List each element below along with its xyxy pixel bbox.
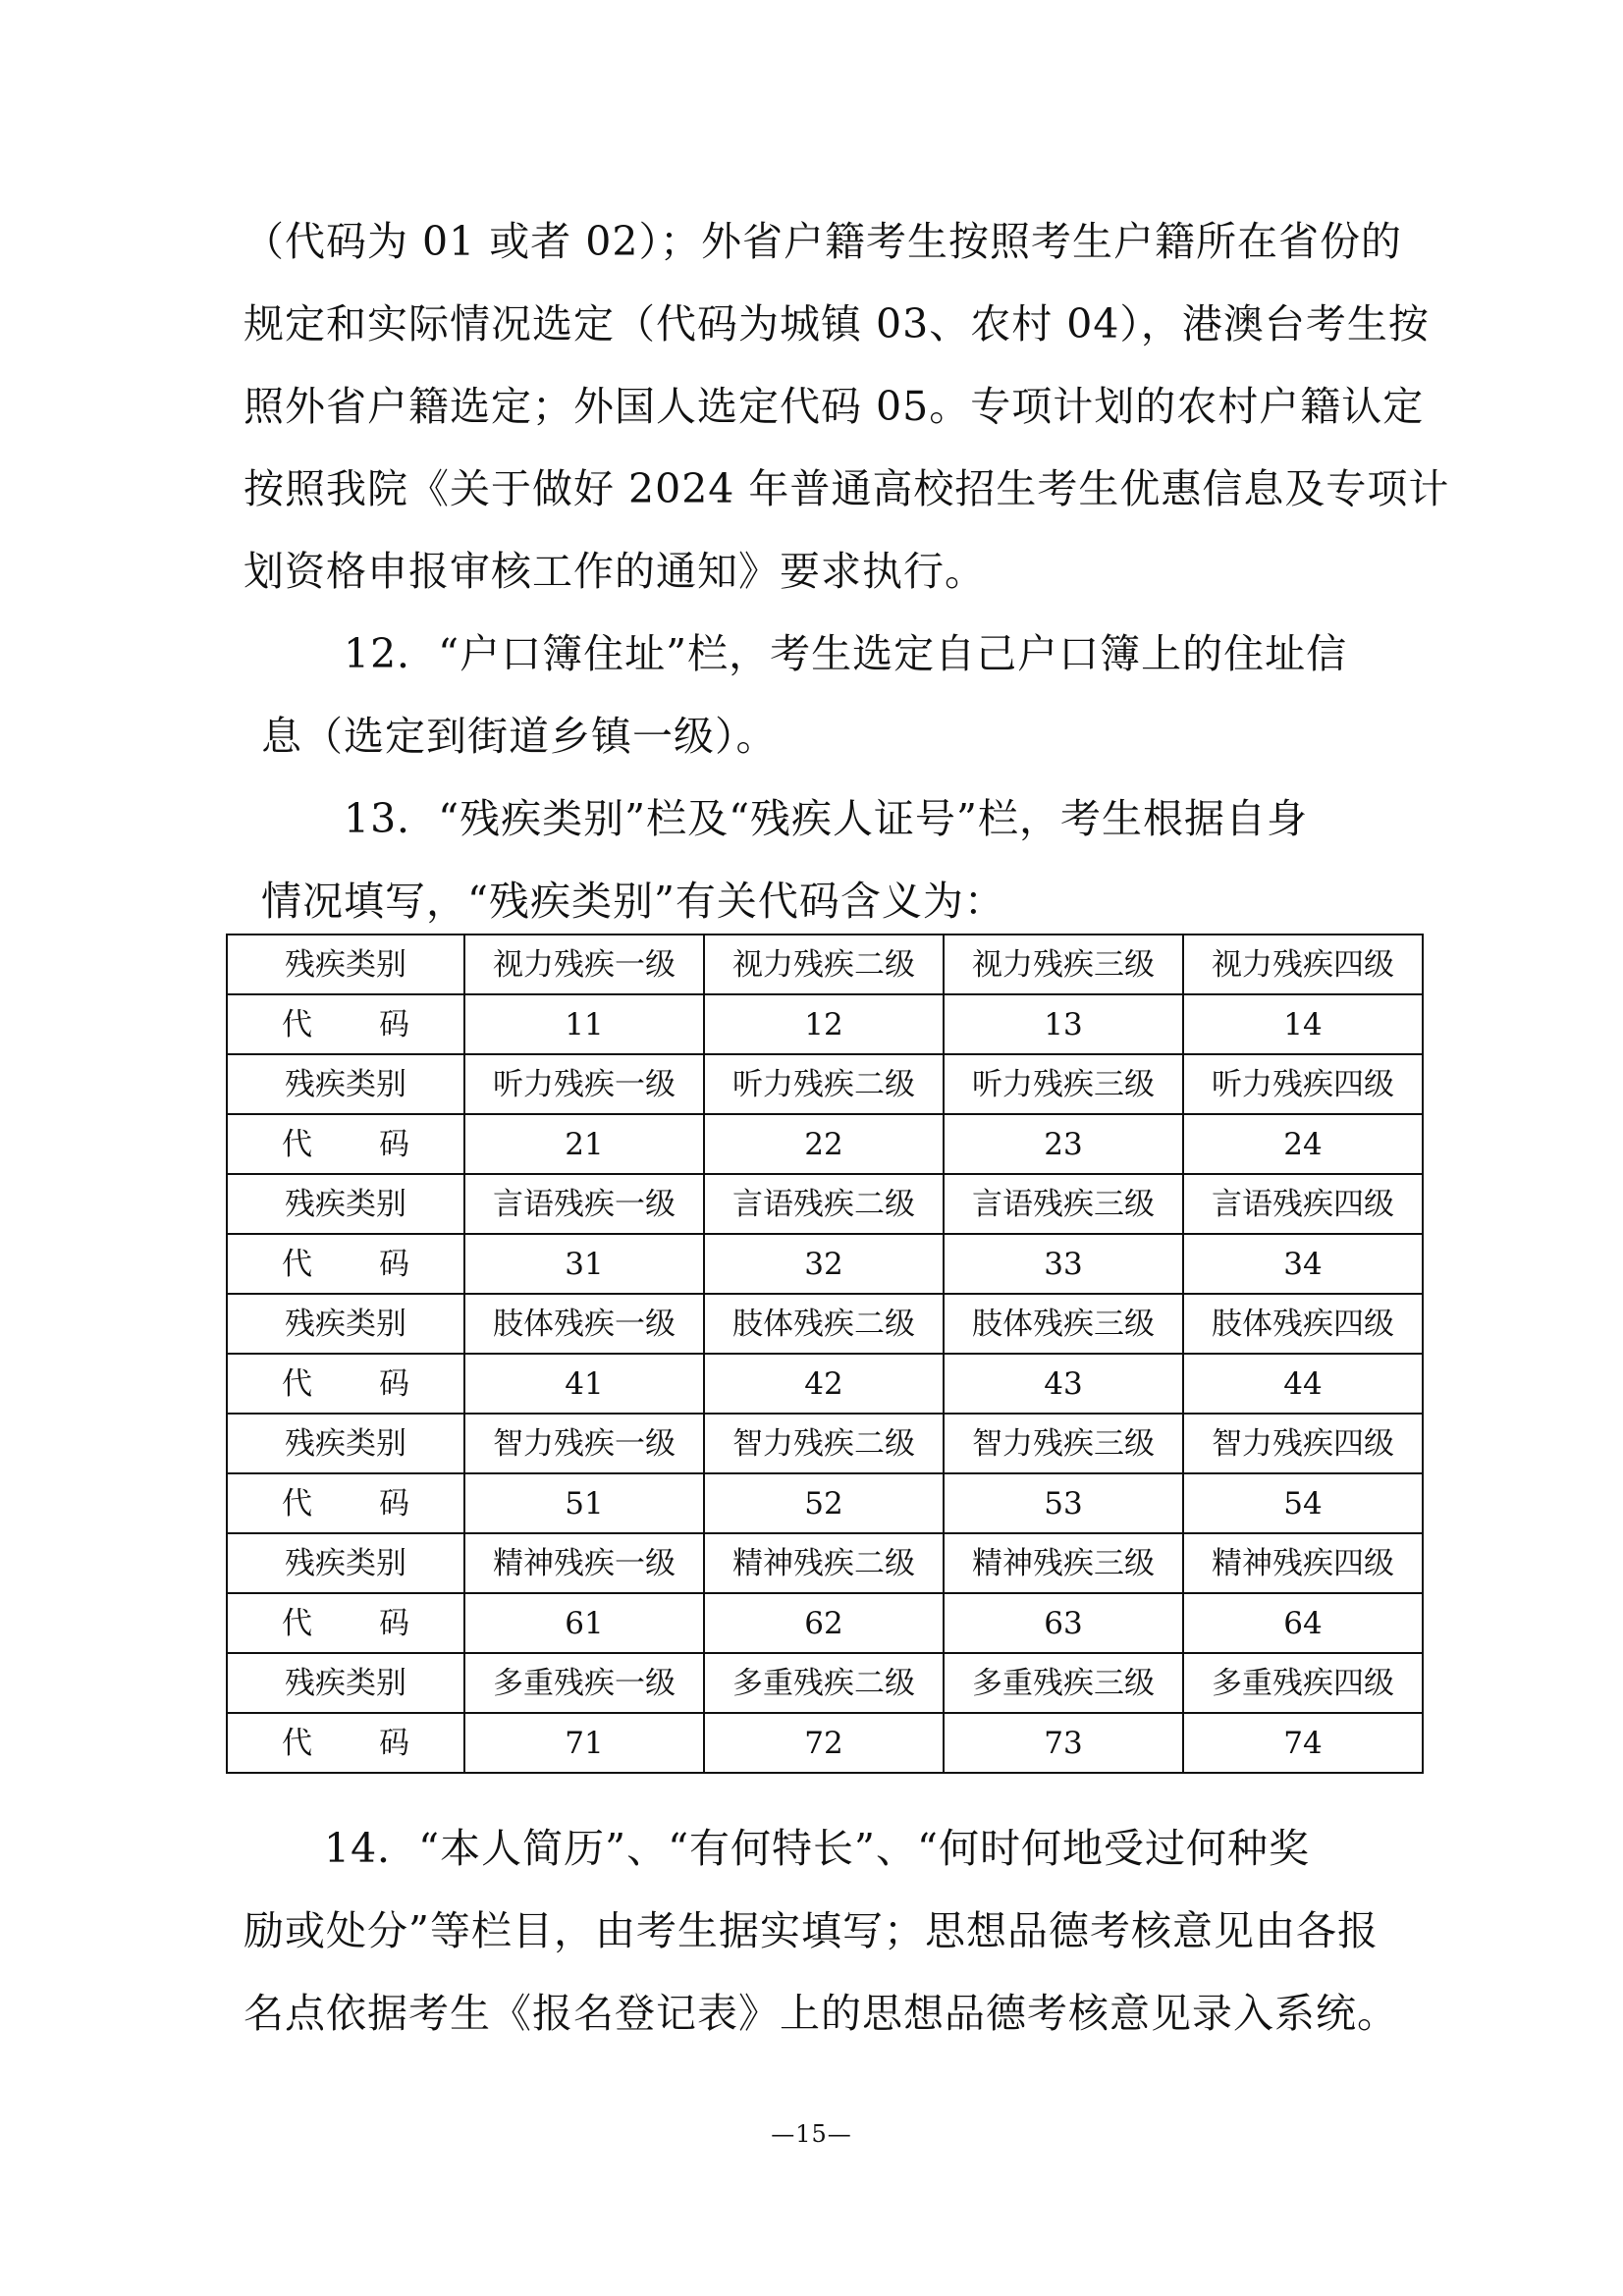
category-cell: 智力残疾一级	[464, 1414, 704, 1473]
code-cell: 44	[1183, 1354, 1423, 1414]
category-cell: 多重残疾四级	[1183, 1653, 1423, 1713]
code-cell: 43	[944, 1354, 1183, 1414]
code-label-cell	[227, 1114, 464, 1174]
code-cell: 32	[704, 1234, 944, 1294]
category-cell: 肢体残疾一级	[464, 1294, 704, 1354]
category-cell: 视力残疾三级	[944, 934, 1183, 994]
code-cell: 51	[464, 1473, 704, 1533]
code-label: 代 码	[282, 1246, 409, 1282]
code-label: 代 码	[282, 1126, 409, 1162]
code-cell: 12	[704, 994, 944, 1054]
table-row-code	[227, 994, 1423, 1054]
code-cell: 11	[464, 994, 704, 1054]
code-cell: 54	[1183, 1473, 1423, 1533]
code-cell: 21	[464, 1114, 704, 1174]
disability-code-table	[226, 934, 1424, 1774]
code-cell: 13	[944, 994, 1183, 1054]
code-label-cell	[227, 1234, 464, 1294]
code-cell: 52	[704, 1473, 944, 1533]
table-row-category	[227, 1294, 1423, 1354]
table-row-code	[227, 1114, 1423, 1174]
text-line: 规定和实际情况选定（代码为城镇 03、农村 04），港澳台考生按	[243, 300, 1430, 347]
text-line: 13．“残疾类别”栏及“残疾人证号”栏，考生根据自身	[344, 795, 1309, 842]
category-label-cell: 残疾类别	[227, 1294, 464, 1354]
code-label: 代 码	[282, 1485, 409, 1522]
category-cell: 精神残疾三级	[944, 1533, 1183, 1593]
table-row-category	[227, 1414, 1423, 1473]
code-label-cell	[227, 994, 464, 1054]
text-line: 情况填写，“残疾类别”有关代码含义为：	[261, 878, 1005, 925]
category-cell: 言语残疾二级	[704, 1174, 944, 1234]
code-label-cell	[227, 1354, 464, 1414]
table-row-category	[227, 1533, 1423, 1593]
code-cell: 64	[1183, 1593, 1423, 1653]
category-cell: 听力残疾四级	[1183, 1054, 1423, 1114]
table-row-category	[227, 1054, 1423, 1114]
table-row-category	[227, 934, 1423, 994]
category-cell: 视力残疾四级	[1183, 934, 1423, 994]
category-cell: 肢体残疾四级	[1183, 1294, 1423, 1354]
code-cell: 23	[944, 1114, 1183, 1174]
text-line: 名点依据考生《报名登记表》上的思想品德考核意见录入系统。	[243, 1990, 1398, 2037]
category-label-cell: 残疾类别	[227, 1054, 464, 1114]
code-cell: 53	[944, 1473, 1183, 1533]
page-number: —15—	[771, 2120, 852, 2148]
category-cell: 智力残疾二级	[704, 1414, 944, 1473]
code-cell: 22	[704, 1114, 944, 1174]
category-cell: 肢体残疾三级	[944, 1294, 1183, 1354]
code-cell: 34	[1183, 1234, 1423, 1294]
code-label-cell	[227, 1593, 464, 1653]
category-cell: 多重残疾一级	[464, 1653, 704, 1713]
text-line: 划资格申报审核工作的通知》要求执行。	[243, 548, 986, 595]
category-cell: 智力残疾三级	[944, 1414, 1183, 1473]
category-cell: 多重残疾三级	[944, 1653, 1183, 1713]
text-line: 12．“户口簿住址”栏，考生选定自己户口簿上的住址信	[344, 630, 1348, 677]
code-cell: 24	[1183, 1114, 1423, 1174]
table-row-code	[227, 1473, 1423, 1533]
category-cell: 听力残疾二级	[704, 1054, 944, 1114]
category-cell: 听力残疾一级	[464, 1054, 704, 1114]
category-cell: 言语残疾三级	[944, 1174, 1183, 1234]
code-label: 代 码	[282, 1006, 409, 1042]
text-line: 息（选定到街道乡镇一级）。	[261, 713, 778, 760]
code-label-cell	[227, 1713, 464, 1773]
table-row-code	[227, 1593, 1423, 1653]
table-row-code	[227, 1713, 1423, 1773]
category-label-cell: 残疾类别	[227, 934, 464, 994]
category-cell: 言语残疾一级	[464, 1174, 704, 1234]
category-cell: 听力残疾三级	[944, 1054, 1183, 1114]
code-cell: 14	[1183, 994, 1423, 1054]
text-line: （代码为 01 或者 02）；外省户籍考生按照考生户籍所在省份的	[243, 218, 1402, 265]
text-line: 14．“本人简历”、“有何特长”、“何时何地受过何种奖	[324, 1825, 1310, 1872]
category-cell: 言语残疾四级	[1183, 1174, 1423, 1234]
text-line: 按照我院《关于做好 2024 年普通高校招生考生优惠信息及专项计	[243, 465, 1450, 512]
category-cell: 智力残疾四级	[1183, 1414, 1423, 1473]
text-line: 照外省户籍选定；外国人选定代码 05。专项计划的农村户籍认定	[243, 383, 1425, 430]
code-table	[226, 934, 1424, 1774]
category-cell: 精神残疾四级	[1183, 1533, 1423, 1593]
code-cell: 42	[704, 1354, 944, 1414]
table-row-category	[227, 1653, 1423, 1713]
code-cell: 31	[464, 1234, 704, 1294]
code-cell: 33	[944, 1234, 1183, 1294]
category-cell: 肢体残疾二级	[704, 1294, 944, 1354]
category-cell: 精神残疾一级	[464, 1533, 704, 1593]
code-label: 代 码	[282, 1725, 409, 1761]
table-row-category	[227, 1174, 1423, 1234]
category-label-cell: 残疾类别	[227, 1414, 464, 1473]
code-cell: 63	[944, 1593, 1183, 1653]
code-label-cell	[227, 1473, 464, 1533]
category-cell: 精神残疾二级	[704, 1533, 944, 1593]
code-cell: 72	[704, 1713, 944, 1773]
category-label-cell: 残疾类别	[227, 1653, 464, 1713]
code-label: 代 码	[282, 1365, 409, 1402]
text-line: 励或处分”等栏目，由考生据实填写；思想品德考核意见由各报	[243, 1907, 1379, 1954]
code-cell: 41	[464, 1354, 704, 1414]
code-cell: 62	[704, 1593, 944, 1653]
table-row-code	[227, 1354, 1423, 1414]
category-cell: 视力残疾二级	[704, 934, 944, 994]
code-cell: 71	[464, 1713, 704, 1773]
category-label-cell: 残疾类别	[227, 1533, 464, 1593]
code-label: 代 码	[282, 1605, 409, 1641]
category-cell: 多重残疾二级	[704, 1653, 944, 1713]
table-row-code	[227, 1234, 1423, 1294]
code-cell: 73	[944, 1713, 1183, 1773]
code-cell: 61	[464, 1593, 704, 1653]
category-cell: 视力残疾一级	[464, 934, 704, 994]
code-cell: 74	[1183, 1713, 1423, 1773]
category-label-cell: 残疾类别	[227, 1174, 464, 1234]
